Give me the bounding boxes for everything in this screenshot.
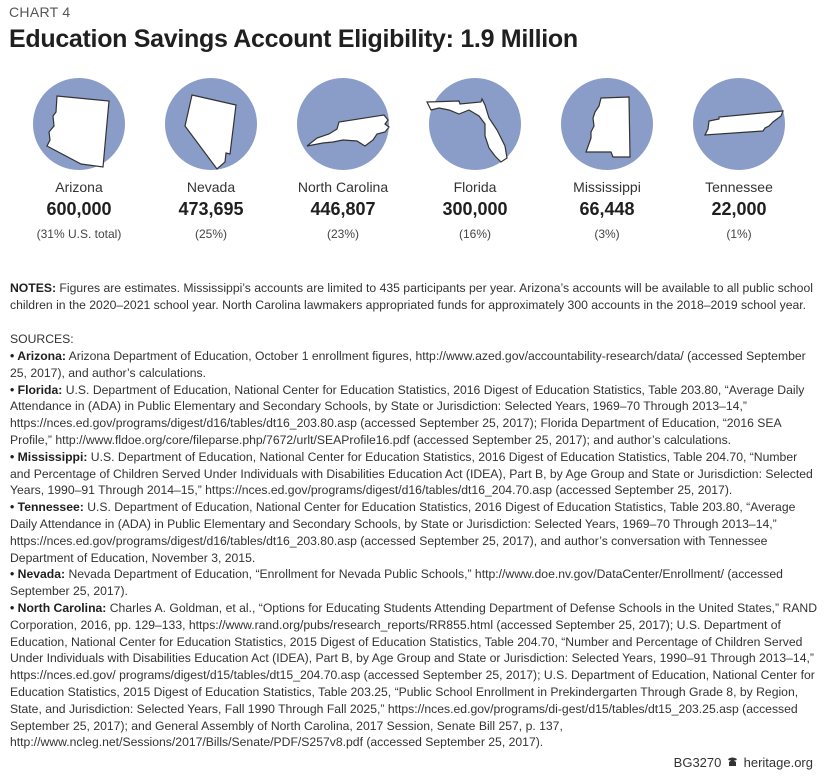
heritage-bell-icon	[727, 755, 738, 770]
sources-title: SOURCES:	[10, 332, 74, 346]
state-tennessee	[673, 74, 805, 245]
arizona-map-icon	[13, 74, 145, 174]
source-text: U.S. Department of Education, National Center for Education Statistics, 2016 Digest of Education Statistics, Table 204.70, “Number and Percentage of Children Served Under Individuals with Disabilities Education Act (IDEA), Part B, by Age Group and State or Jurisdiction: Selected Years, 1990–91 Through 2014–15,” https://nces.ed.gov/programs/digest/d16/tables/dt16_204.70.asp (accessed September 25, 2017).	[10, 449, 813, 498]
state-value: 22,000	[711, 199, 767, 219]
state-florida	[409, 74, 541, 245]
notes-text: Figures are estimates. Mississippi’s accounts are limited to 435 participants per year. Arizona’s accounts will be available to all public school children in the 2020–2021 school year. North Carolina lawmakers appropriated funds for approximately 300 accounts in the 2018–2019 school year.	[10, 281, 813, 312]
state-name: Arizona	[55, 179, 103, 195]
source-north-carolina	[10, 600, 818, 751]
source-label: • Tennessee:	[10, 500, 84, 515]
chart-label: CHART 4	[9, 4, 71, 20]
source-mississippi	[10, 449, 818, 499]
source-text: Charles A. Goldman, et al., “Options for Educating Students Attending Department of Defense Schools in the United States,” RAND Corporation, 2016, pp. 129–133, https://www.rand.org/pubs/research_reports/RR855.html (accessed September 25, 2017); U.S. Department of Education, National Center for Education Statistics, 2015 Digest of Education Statistics, Table 204.70, “Number and Percentage of Children Served Under Individuals with Disabilities Education Act (IDEA), Part B, by Age Group and State or Jurisdiction: Selected Years, 1990–91 Through 2013–14,” https://nces.ed.gov/ programs/digest/d15/tables/dt15_204.70.asp (accessed September 25, 2017); U.S. Department of Education, National Center for Education Statistics, 2015 Digest of Education Statistics, Table 203.25, “Public School Enrollment in Prekindergarten Through Grade 8, by Region, State, and Jurisdiction: Selected Years, Fall 1990 Through Fall 2025,” https://nces.ed.gov/programs/di-gest/d15/tables/dt15_203.25.asp (accessed September 25, 2017); and General Assembly of North Carolina, 2017 Session, Senate Bill 257, p. 137, http://www.ncleg.net/Sessions/2017/Bills/Senate/PDF/S257v8.pdf (accessed September 25, 2017).	[10, 600, 817, 750]
source-label: • Nevada:	[10, 567, 66, 582]
north-carolina-map-icon	[277, 74, 409, 174]
source-nevada	[10, 566, 818, 600]
sources-list	[10, 348, 818, 751]
state-value: 473,695	[178, 199, 244, 219]
source-text: Arizona Department of Education, October 1 enrollment figures, http://www.azed.gov/accountability-research/data/ (accessed September 25, 2017), and author’s calculations.	[10, 349, 806, 380]
source-label: • Arizona:	[10, 349, 66, 363]
state-percent: (1%)	[726, 227, 752, 241]
florida-map-icon	[409, 74, 541, 174]
state-name: Tennessee	[705, 179, 773, 195]
report-code: BG3270	[673, 755, 722, 770]
state-nevada	[145, 74, 277, 245]
source-text: U.S. Department of Education, National Center for Education Statistics, 2016 Digest of Education Statistics, Table 203.80, “Average Daily Attendance in (ADA) in Public Elementary and Secondary Schools, by State or Jurisdiction: Selected Years, 1969–70 Through 2013–14,” https://nces.ed.gov/programs/digest/d16/tables/dt16_203.80.asp (accessed September 25, 2017); Florida Department of Education, “2016 SEA Profile,” http://www.fldoe.org/core/fileparse.php/7672/urlt/SEAProfile16.pdf (accessed September 25, 2017); and author’s calculations.	[10, 382, 805, 447]
state-mississippi	[541, 74, 673, 245]
notes	[10, 280, 818, 313]
source-text: U.S. Department of Education, National Center for Education Statistics, 2016 Digest of Education Statistics, Table 203.80, “Average Daily Attendance in (ADA) in Public Elementary and Secondary Schools, by State or Jurisdiction: Selected Years, 1969–70 Through 2013–14,” https://nces.ed.gov/programs/digest/d16/tables/dt16_203.80.asp (accessed September 25, 2017), and author’s conversation with Tennessee Department of Education, November 3, 2015.	[10, 500, 796, 565]
state-percent: (23%)	[326, 227, 359, 241]
source-label: • Mississippi:	[10, 449, 88, 464]
source-arizona	[10, 348, 818, 382]
nevada-map-icon	[145, 74, 277, 174]
state-north-carolina	[277, 74, 409, 245]
state-value: 66,448	[579, 199, 635, 219]
source-florida	[10, 382, 818, 449]
state-name: Nevada	[186, 179, 236, 195]
notes-label: NOTES:	[10, 281, 57, 295]
source-text: Nevada Department of Education, “Enrollment for Nevada Public Schools,” http://www.doe.nv.gov/DataCenter/Enrollment/ (accessed September 25, 2017).	[10, 567, 783, 599]
source-label: • North Carolina:	[10, 600, 107, 615]
source-label: • Florida:	[10, 382, 63, 397]
state-row	[0, 74, 825, 249]
state-name: Florida	[453, 179, 497, 195]
state-name: North Carolina	[297, 179, 389, 195]
state-percent: (25%)	[194, 227, 227, 241]
state-percent: (31% U.S. total)	[36, 227, 122, 241]
state-percent: (3%)	[594, 227, 620, 241]
source-tennessee	[10, 499, 818, 566]
state-percent: (16%)	[458, 227, 491, 241]
mississippi-map-icon	[541, 74, 673, 174]
footer	[674, 755, 813, 770]
state-arizona	[13, 74, 145, 245]
page-title: Education Savings Account Eligibility: 1.9 Million	[9, 25, 578, 53]
tennessee-map-icon	[673, 74, 805, 174]
site-link[interactable]: heritage.org	[743, 755, 813, 770]
state-value: 600,000	[46, 199, 112, 219]
state-value: 300,000	[442, 199, 508, 219]
state-value: 446,807	[310, 199, 376, 219]
state-name: Mississippi	[573, 179, 641, 195]
